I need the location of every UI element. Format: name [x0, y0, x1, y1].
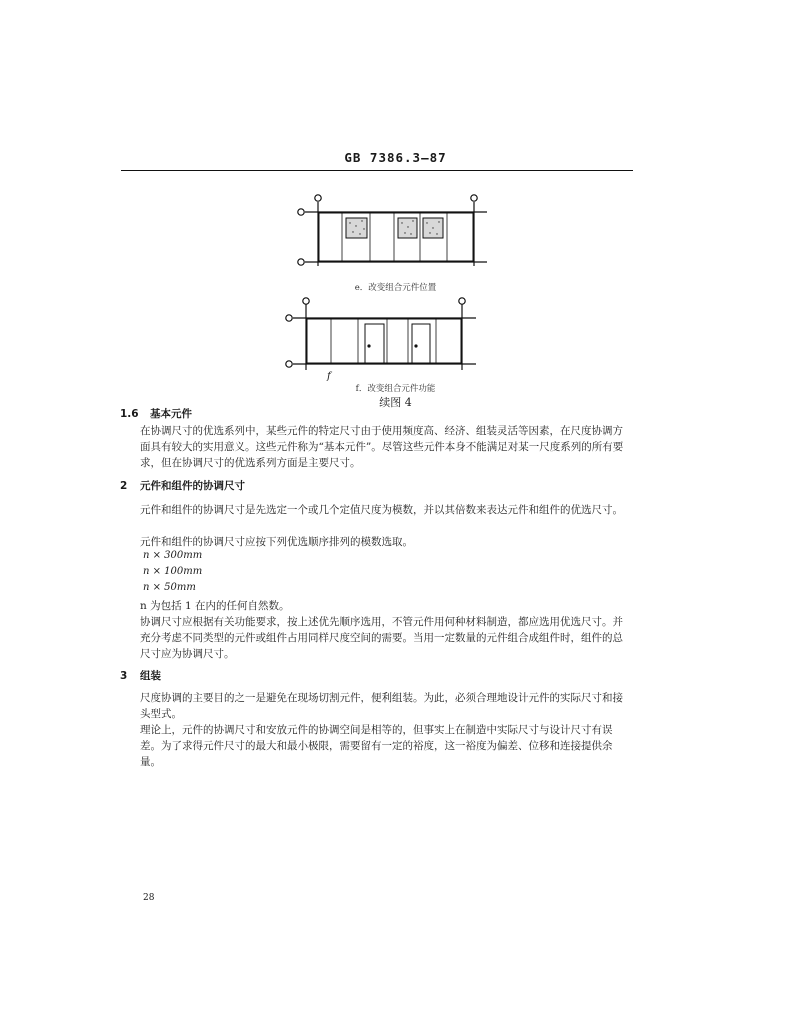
formula-100: n × 100mm — [143, 566, 203, 577]
section-3-paragraph-1: 尺度协调的主要目的之一是避免在现场切割元件，便利组装。为此，必须合理地设计元件的实际尺寸和接头型式。 — [140, 692, 623, 720]
page-number: 28 — [143, 893, 155, 903]
section-title: 基本元件 — [150, 408, 192, 420]
section-heading-1-6 — [120, 406, 192, 421]
figure-f-drawing — [0, 296, 791, 396]
standard-code-header: GB 7386.3—87 — [344, 150, 447, 165]
header-rule — [121, 170, 633, 171]
figure-continued-caption: 续图 4 — [379, 396, 412, 409]
formula-50: n × 50mm — [143, 582, 196, 593]
section-number: 1.6 — [120, 408, 139, 420]
section-2-paragraph-2: 元件和组件的协调尺寸应按下列优选顺序排列的模数选取。 — [140, 536, 413, 548]
section-heading-2 — [120, 478, 245, 493]
section-2-paragraph-3: n 为包括 1 在内的任何自然数。 — [140, 600, 290, 612]
section-title: 组装 — [140, 670, 161, 682]
figure-e-drawing — [0, 190, 791, 290]
section-heading-3 — [120, 668, 161, 683]
formula-300: n × 300mm — [143, 550, 203, 561]
figure-e-caption: e．改变组合元件位置 — [354, 283, 437, 293]
section-2-paragraph-1: 元件和组件的协调尺寸是先选定一个或几个定值尺度为模数，并以其倍数来表达元件和组件的优选尺寸。 — [140, 504, 623, 516]
section-2-paragraph-4: 协调尺寸应根据有关功能要求，按上述优先顺序选用，不管元件用何种材料制造，都应选用优选尺寸。并充分考虑不同类型的元件或组件占用同样尺度空间的需要。当用一定数量的元件组合成组件时，组件的总尺寸应为协调尺寸。 — [140, 616, 623, 660]
section-1-6-paragraph: 在协调尺寸的优选系列中，某些元件的特定尺寸由于使用频度高、经济、组装灵活等因素，在尺度协调方面具有较大的实用意义。这些元件称为“基本元件”。尽管这些元件本身不能满足对某一尺度系列的所有要求，但在协调尺寸的优选系列方面是主要尺寸。 — [140, 425, 624, 469]
section-number: 2 — [120, 480, 128, 492]
section-3-paragraph-2: 理论上，元件的协调尺寸和安放元件的协调空间是相等的，但事实上在制造中实际尺寸与设计尺寸有误差。为了求得元件尺寸的最大和最小极限，需要留有一定的裕度，这一裕度为偏差、位移和连接提供余量。 — [140, 724, 613, 768]
figure-f-caption: f．改变组合元件功能 — [355, 384, 436, 394]
section-number: 3 — [120, 670, 128, 682]
figure-f-marker: f — [327, 371, 331, 382]
section-title: 元件和组件的协调尺寸 — [140, 480, 245, 492]
